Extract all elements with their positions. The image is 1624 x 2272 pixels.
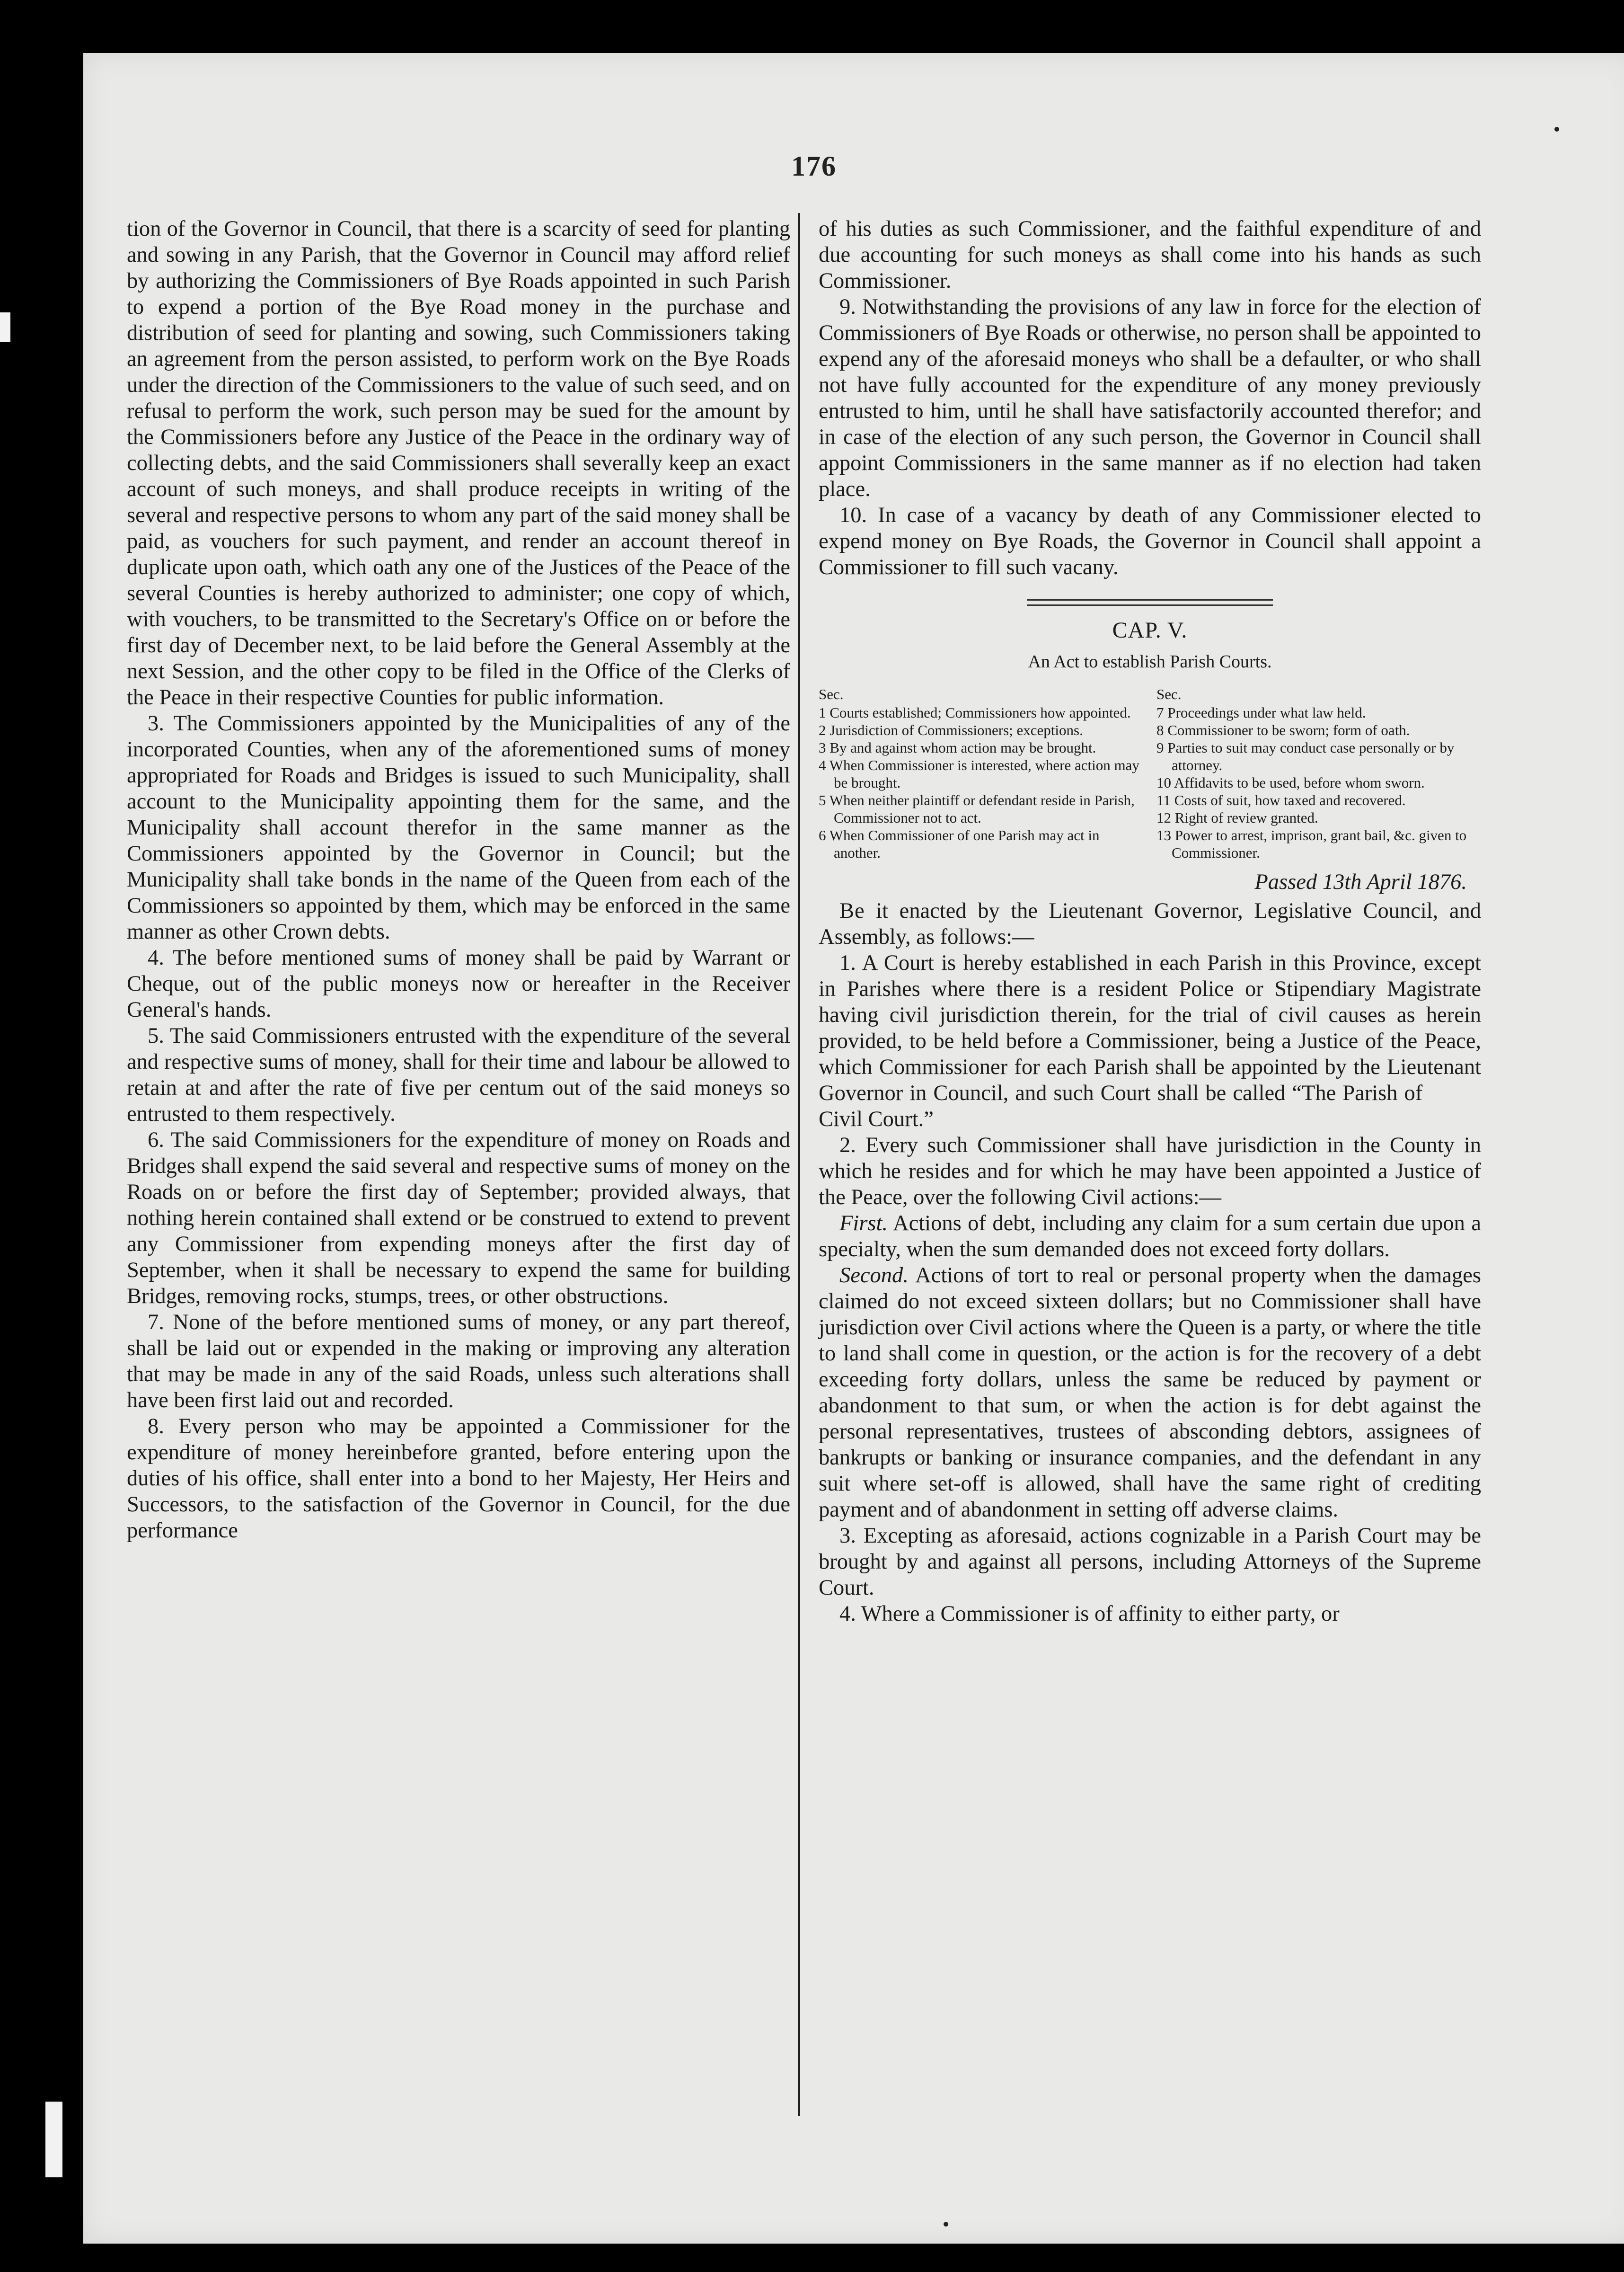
section-5: 5. The said Commissioners entrusted with the expenditure of the several and respective sums of money, shall for their time and labour be allowed to retain at and after the rate of five per centum out of the said moneys so entrusted to them respectively. [127, 1024, 790, 1126]
summary-item: 8 Commissioner to be sworn; form of oath. [1156, 722, 1410, 738]
summary-item: 5 When neither plaintiff or defendant reside in Parish, Commissioner not to act. [819, 792, 1135, 826]
section-1: 1. A Court is hereby established in each Parish in this Province, except in Parishes where there is a resident Police or Stipendiary Magistrate having civil jurisdiction therein, for the trial of civil causes as herein provided, to be held before a Commissioner, being a Justice of the Peace, which Commissioner for each Parish shall be appointed by the Lieutenant Governor in Council, and such Court shall be called “The Parish of Civil Court.” [819, 951, 1481, 1131]
summary-item: 13 Power to arrest, imprison, grant bail, &c. given to Commissioner. [1156, 827, 1467, 861]
right-column [819, 216, 1481, 1627]
summary-item: 7 Proceedings under what law held. [1156, 704, 1366, 721]
clause-label: First. [839, 1211, 888, 1235]
double-rule-divider [1027, 599, 1273, 606]
enacting-text: it enacted by the Lieutenant Governor, Legislative Council, and Assembly, as follows:— [819, 899, 1481, 949]
column-divider [798, 213, 800, 2116]
margin-dot [1554, 127, 1559, 132]
paragraph-continued: of his duties as such Commissioner, and the faithful expenditure of and due accounting for such moneys as shall come into his hands as such Commissioner. [819, 217, 1481, 293]
summary-item: 10 Affidavits to be used, before whom sworn. [1156, 774, 1425, 791]
summary-item: 1 Courts established; Commissioners how appointed. [819, 704, 1131, 721]
section-summary-right [1156, 685, 1481, 861]
section-3: 3. The Commissioners appointed by the Municipalities of any of the incorporated Counties, when any of the aforementioned sums of money appropriated for Roads and Bridges is issued to such Municipality, shall account to the Municipality appointing them for the same, and the Municipality shall account therefor in the same manner as the Commissioners appointed by the Governor in Council; but the Municipality shall take bonds in the name of the Queen from each of the Commissioners so appointed by them, which may be enforced in the same manner as other Crown debts. [127, 711, 790, 944]
chapter-subtitle: An Act to establish Parish Courts. [1028, 652, 1272, 672]
summary-item: 4 When Commissioner is interested, where action may be brought. [819, 757, 1139, 791]
section-4-new: 4. Where a Commissioner is of affinity to either party, or [839, 1602, 1340, 1626]
summary-item: 12 Right of review granted. [1156, 809, 1318, 826]
section-summary [819, 685, 1481, 861]
summary-item: 2 Jurisdiction of Commissioners; exceptions. [819, 722, 1083, 738]
section-summary-left [819, 685, 1143, 861]
chapter-title: CAP. V. [1112, 618, 1188, 643]
section-6: 6. The said Commissioners for the expenditure of money on Roads and Bridges shall expend the said several and respective sums of money on the Roads on or before the first day of September; provided always, that nothing herein contained shall extend or be construed to extend to prevent any Commissioner from expending moneys after the first day of September, when it shall be necessary to expend the same for building Bridges, removing rocks, stumps, trees, or other obstructions. [127, 1128, 790, 1308]
clause-text: Actions of tort to real or personal property when the damages claimed do not exceed sixteen dollars; but no Commissioner shall have jurisdiction over Civil actions where the Queen is a party, or where the title to land shall come in question, or the action is for the recovery of a debt exceeding forty dollars, unless the same be reduced by payment or abandonment to that sum, or when the action is for debt against the personal representatives, trustees of absconding debtors, assignees of bankrupts or banking or insurance companies, and the defendant in any suit where set-off is allowed, shall have the same right of crediting payment and of abandonment in setting off adverse claims. [819, 1263, 1481, 1522]
enacting-clause [819, 898, 1481, 950]
summary-item: 6 When Commissioner of one Parish may act in another. [819, 827, 1100, 861]
section-7: 7. None of the before mentioned sums of money, or any part thereof, shall be laid out or expended in the making or improving any alteration that may be made in any of the said Roads, unless such alterations shall have been first laid out and recorded. [127, 1310, 790, 1412]
section-8: 8. Every person who may be appointed a Commissioner for the expenditure of money hereinbefore granted, before entering upon the duties of his office, shall enter into a bond to her Majesty, Her Heirs and Successors, to the satisfaction of the Governor in Council, for the due performance [127, 1414, 790, 1543]
paragraph-continued: tion of the Governor in Council, that there is a scarcity of seed for planting and sowing in any Parish, that the Governor in Council may afford relief by authorizing the Commissioners of Bye Roads appointed in such Parish to expend a portion of the Bye Road money in the purchase and distribution of seed for planting and sowing, such Commissioners taking an agreement from the person assisted, to perform work on the Bye Roads under the direction of the Commissioners to the value of such seed, and on refusal to perform the work, such person may be sued for the amount by the Commissioners before any Justice of the Peace in the ordinary way of collecting debts, and the said Commissioners shall severally keep an exact account of such moneys, and shall produce receipts in writing of the several and respective persons to whom any part of the said money shall be paid, as vouchers for such payment, and render an account thereof in duplicate upon oath, which oath any one of the Justices of the Peace of the several Counties is hereby authorized to administer; one copy of which, with vouchers, to be transmitted to the Secretary's Office on or before the first day of December next, to be laid before the General Assembly at the next Session, and the other copy to be filed in the Office of the Clerks of the Peace in their respective Counties for public information. [127, 217, 790, 710]
page-number: 176 [791, 151, 837, 182]
passed-date: Passed 13th April 1876. [1254, 870, 1467, 894]
edge-mark [0, 312, 10, 342]
clause-text: Actions of debt, including any claim for a sum certain due upon a specialty, when the sum demanded does not exceed forty dollars. [819, 1211, 1481, 1261]
section-9: 9. Notwithstanding the provisions of any law in force for the election of Commissioners of Bye Roads or otherwise, no person shall be appointed to expend any of the aforesaid moneys who shall be a defaulter, or who shall not have fully accounted for the expenditure of any money previously entrusted to him, until he shall have satisfactorily accounted therefor; and in case of the election of any such person, the Governor in Council shall appoint Commissioners in the same manner as if no election had taken place. [819, 295, 1481, 501]
section-3-new: 3. Excepting as aforesaid, actions cognizable in a Parish Court may be brought by and against all persons, including Attorneys of the Supreme Court. [819, 1524, 1481, 1600]
edge-mark [45, 2102, 62, 2177]
summary-item: 9 Parties to suit may conduct case personally or by attorney. [1156, 739, 1455, 773]
clause-label: Second. [839, 1263, 909, 1287]
section-10: 10. In case of a vacancy by death of any Commissioner elected to expend money on Bye Roads, the Governor in Council shall appoint a Commissioner to fill such vacany. [819, 503, 1481, 579]
sec-label: Sec. [819, 686, 844, 702]
left-column [127, 216, 790, 1544]
summary-item: 3 By and against whom action may be brought. [819, 739, 1096, 756]
enacting-lead: Be [839, 899, 865, 923]
section-4: 4. The before mentioned sums of money shall be paid by Warrant or Cheque, out of the public moneys now or hereafter in the Receiver General's hands. [127, 946, 790, 1022]
section-2: 2. Every such Commissioner shall have jurisdiction in the County in which he resides and for which he may have been appointed a Justice of the Peace, over the following Civil actions:— [819, 1133, 1481, 1209]
sec-label: Sec. [1156, 686, 1182, 702]
clause-second [819, 1262, 1481, 1523]
margin-dot [944, 2222, 948, 2227]
clause-first [819, 1210, 1481, 1262]
summary-item: 11 Costs of suit, how taxed and recovered. [1156, 792, 1406, 808]
